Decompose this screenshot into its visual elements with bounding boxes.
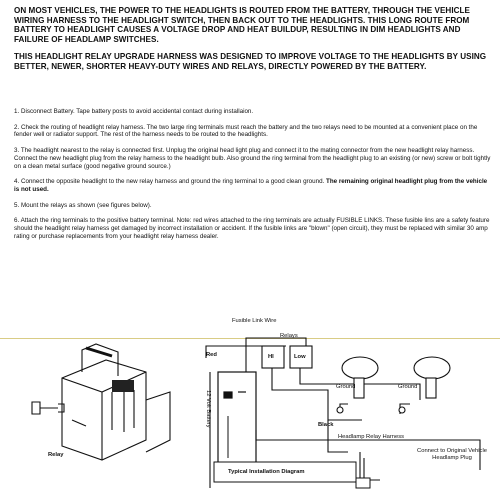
- step-5: 5. Mount the relays as shown (see figures below).: [14, 201, 152, 209]
- step-4-text: 4. Connect the opposite headlight to the new relay harness and ground the ring terminal to a good clean ground.: [14, 178, 325, 186]
- label-low: Low: [294, 354, 306, 360]
- step-3: 3. The headlight nearest to the relay is connected first. Unplug the original head light plug and connect it to the mating connector from the new headlight relay harness. Connect the new headlight plug from the relay harness to the headlight bulb. Also ground the ring terminal from the headlight plug to an existing (or new) screw or bolt tightly on a clean metal surface (good negative ground source.): [14, 147, 491, 170]
- label-red: Red: [206, 352, 217, 358]
- label-ground-left: Ground: [336, 384, 356, 390]
- label-hi: HI: [268, 354, 274, 360]
- battery: [218, 372, 256, 470]
- intro-text: [14, 6, 492, 80]
- label-harness: Headlamp Relay Harness: [338, 434, 405, 440]
- label-battery: 12 Volt Battery: [205, 390, 211, 428]
- step-4: [14, 178, 494, 193]
- relay-illustration: [32, 344, 170, 460]
- label-fusible-link-wire: Fusible Link Wire: [232, 318, 277, 324]
- intro-paragraph-2: THIS HEADLIGHT RELAY UPGRADE HARNESS WAS DESIGNED TO IMPROVE VOLTAGE TO THE HEADLIGHTS BY USING BETTER, NEWER, SHORTER HEAVY-DUTY WIRES AND RELAYS, DIRECTLY POWERED BY THE BATTERY.: [14, 52, 487, 71]
- label-relay: Relay: [48, 452, 64, 458]
- step-1: 1. Disconnect Battery. Tape battery posts to avoid accidental contact during installaion.: [14, 108, 254, 115]
- label-black: Black: [318, 422, 334, 428]
- label-ground-right: Ground: [398, 384, 418, 390]
- label-relays: Relays: [280, 333, 298, 339]
- step-2: 2. Check the routing of headlight relay harness. The two large ring terminals must reach the battery and the two relays need to be mounted at a convenient place on the fender well or radiator support. The rest of the harness needs to be routed to the headlights.: [14, 123, 478, 139]
- step-4-note: The remaining original headlight plug from the vehicle is not used.: [14, 178, 488, 193]
- diagram-caption: Typical Installation Diagram: [228, 469, 305, 475]
- step-6: 6. Attach the ring terminals to the positive battery terminal. Note: red wires attached to the ring terminals are actually FUSIBLE LINKS. These fusible lins are a safety feature should the headlight relay harness get damaged by incorrect installation or accident. If the fusible links are "blown" (open circuit), they must be replaced with similar 30 amp rating or purchase replacements from your headlight relay harness dealer.: [14, 217, 490, 240]
- intro-paragraph-1: ON MOST VEHICLES, THE POWER TO THE HEADLIGHTS IS ROUTED FROM THE BATTERY, THROUGH THE VEHICLE WIRING HARNESS TO THE HEADLIGHT SWITCH, THEN BACK OUT TO THE HEADLIGHTS. THIS LONG ROUTE FROM BATTERY TO HEADLIGHT CAUSES A VOLTAGE DROP AND HEAT BUILDUP, RESULTING IN DIM HEADLIGHTS AND FAILURE OF HEADLAMP SWITCHES.: [14, 6, 470, 44]
- installation-steps: [14, 108, 494, 248]
- label-connect-to: Connect to Original Vehicle Headlamp Plug: [417, 448, 487, 461]
